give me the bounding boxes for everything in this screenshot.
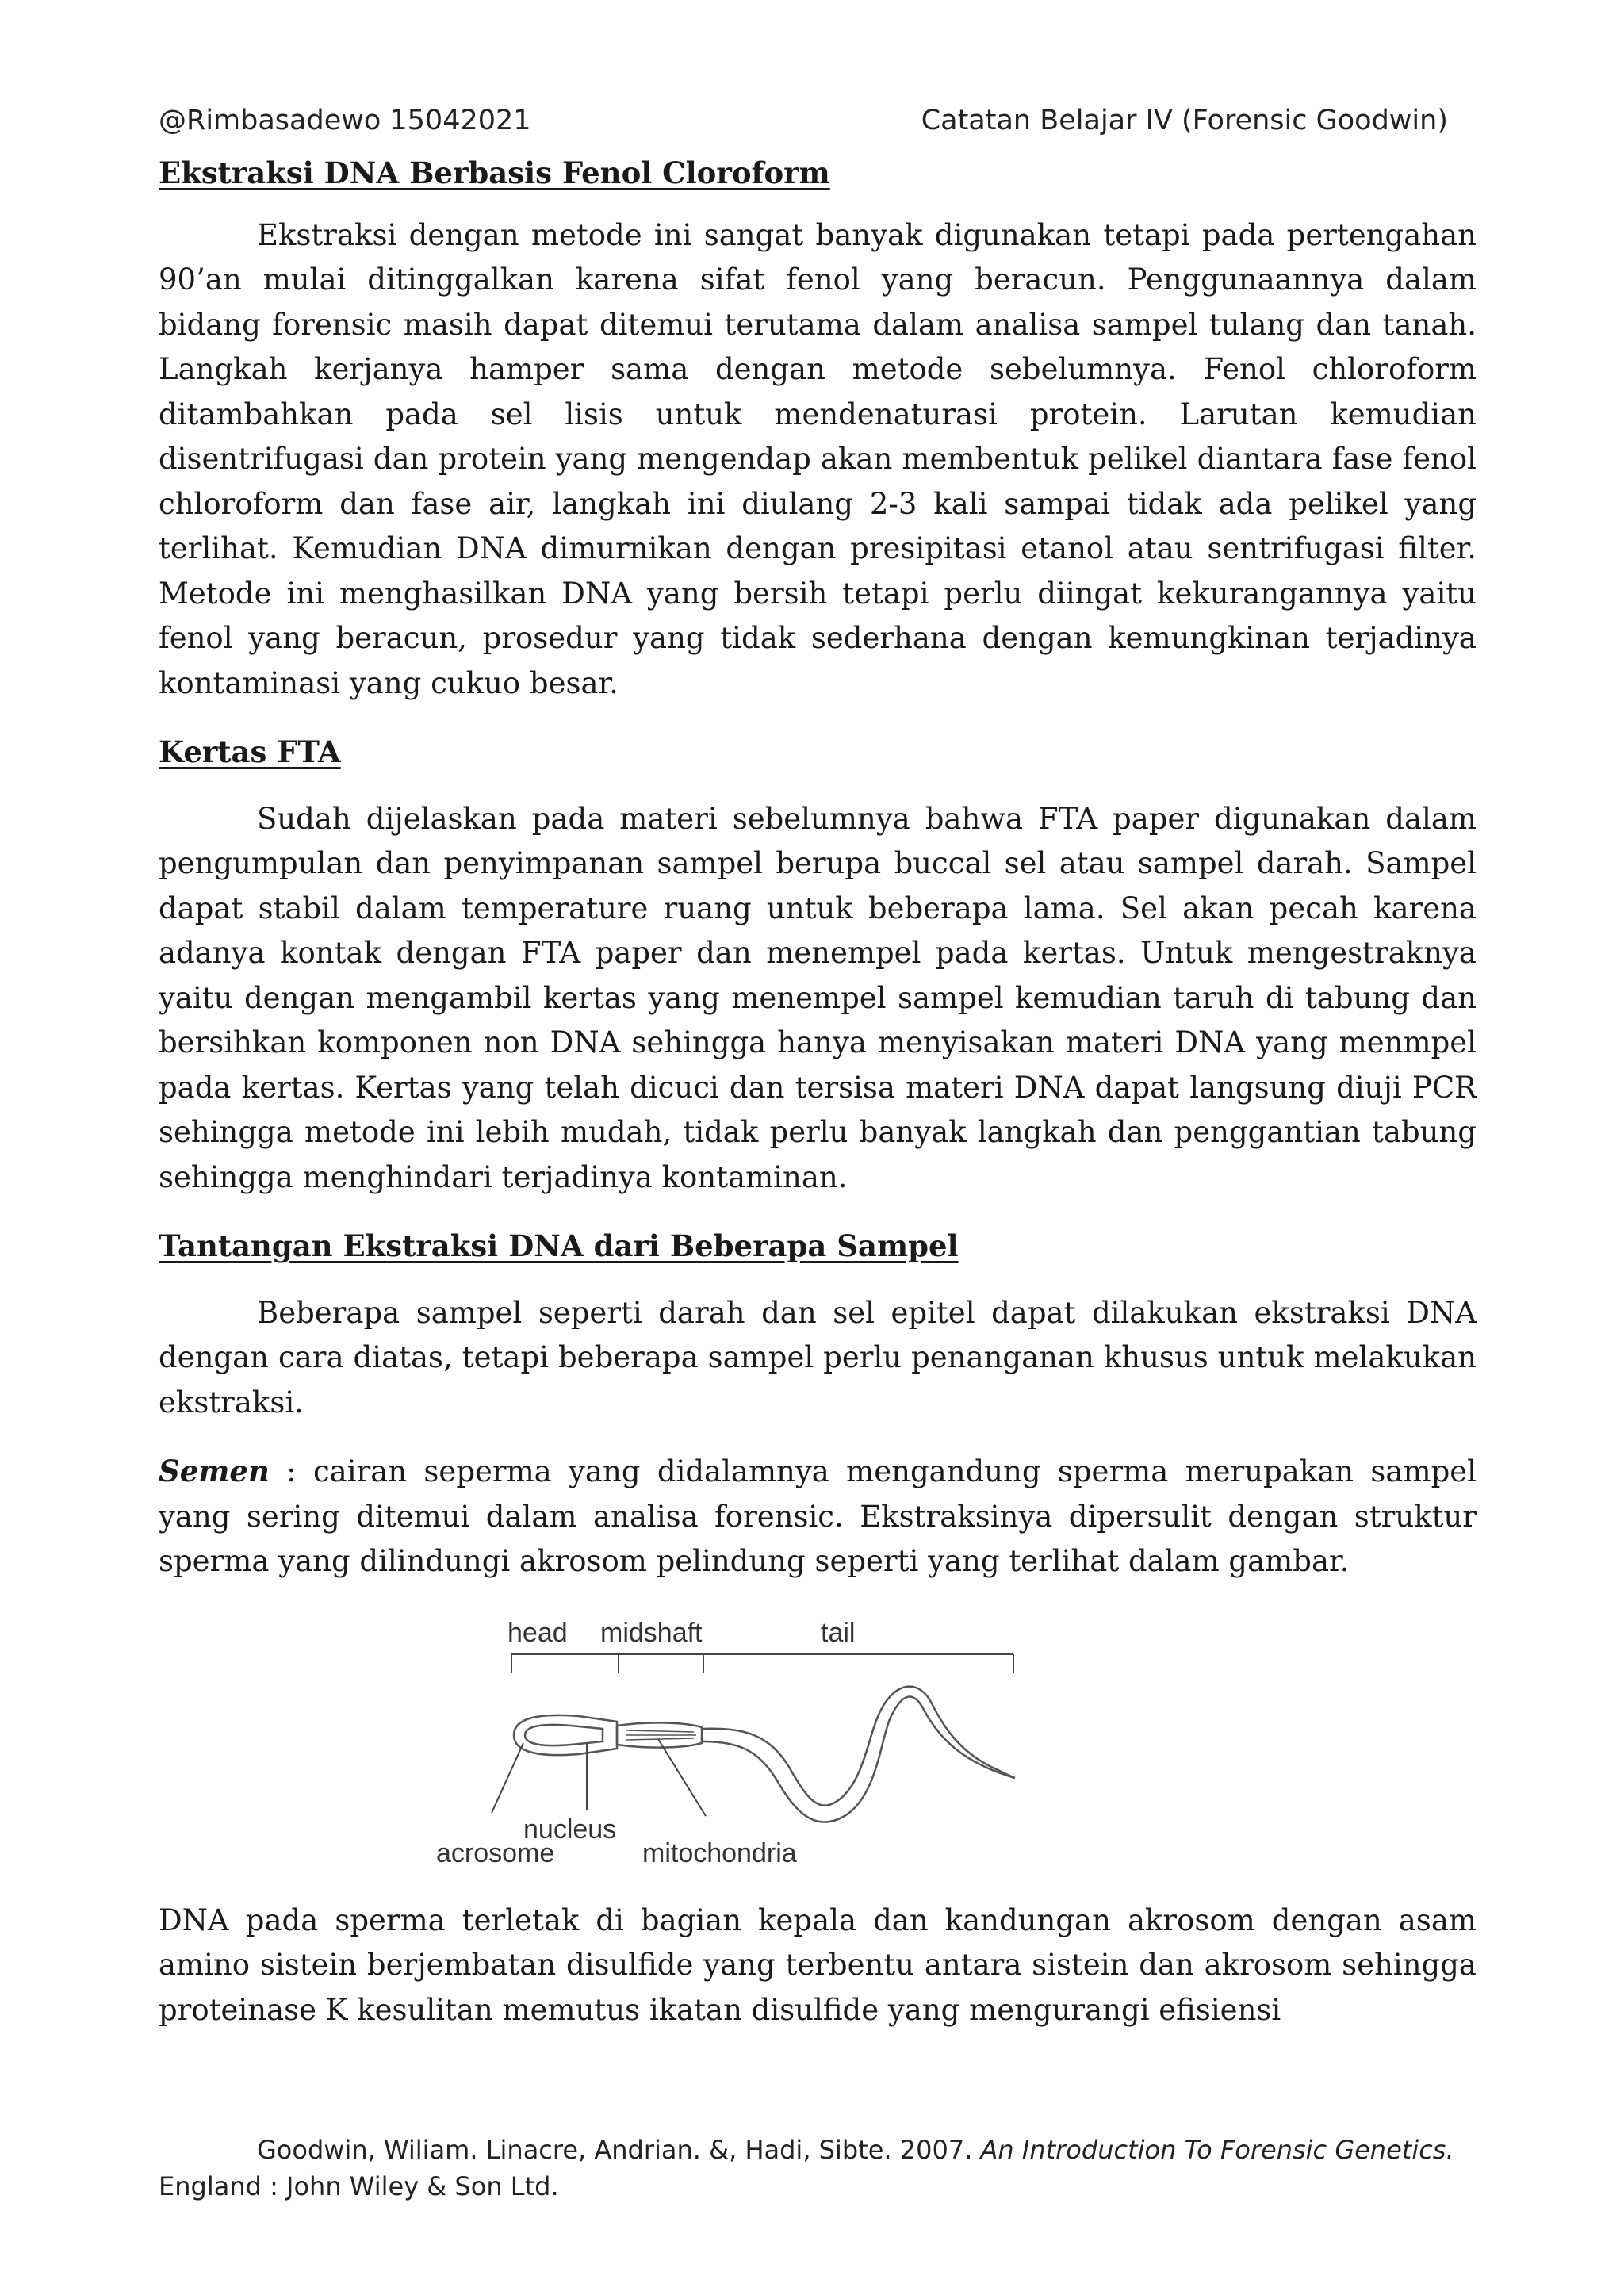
header-notes-title: Catatan Belajar IV (Forensic Goodwin) [921, 105, 1448, 136]
paragraph-phenol-chloroform: Ekstraksi dengan metode ini sangat banyak digunakan tetapi pada pertengahan 90’an mulai ditinggalkan karena sifat fenol yang beracun. Penggunaannya dalam bidang forensic masih dapat ditemui terutama dalam analisa sampel tulang dan tanah. Langkah kerjanya hamper sama dengan metode sebelumnya. Fenol chloroform ditambahkan pada sel lisis untuk mendenaturasi protein. Larutan kemudian disentrifugasi dan protein yang mengendap akan membentuk pelikel diantara fase fenol chloroform dan fase air, langkah ini diulang 2-3 kali sampai tidak ada pelikel yang terlihat. Kemudian DNA dimurnikan dengan presipitasi etanol atau sentrifugasi filter. Metode ini menghasilkan DNA yang bersih tetapi perlu diingat kekurangannya yaitu fenol yang beracun, prosedur yang tidak sederhana dengan kemungkinan terjadinya kontaminasi yang cukuo besar. [159, 217, 1477, 700]
paragraph-fta-paper: Sudah dijelaskan pada materi sebelumnya bahwa FTA paper digunakan dalam pengumpulan dan penyimpanan sampel berupa buccal sel atau sampel darah. Sampel dapat stabil dalam temperature ruang untuk beberapa lama. Sel akan pecah karena adanya kontak dengan FTA paper dan menempel pada kertas. Untuk mengestraknya yaitu dengan mengambil kertas yang menempel sampel kemudian taruh di tabung dan bersihkan komponen non DNA sehingga hanya menyisakan materi DNA yang menmpel pada kertas. Kertas yang telah dicuci dan tersisa materi DNA dapat langsung diuji PCR sehingga metode ini lebih mudah, tidak perlu banyak langkah dan penggantian tabung sehingga menghindari terjadinya kontaminan. [159, 801, 1477, 1194]
term-semen: Semen [159, 1454, 270, 1488]
paragraph-extraction-challenges: Beberapa sampel seperti darah dan sel epitel dapat dilakukan ekstraksi DNA dengan cara diatas, tetapi beberapa sampel perlu penanganan khusus untuk melakukan ekstraksi. [159, 1295, 1477, 1420]
citation-footer [159, 2132, 1477, 2205]
term-separator: : [269, 1454, 313, 1488]
section-heading-fta-paper: Kertas FTA [159, 734, 341, 769]
label-nucleus: nucleus [523, 1814, 617, 1845]
semen-description: cairan seperma yang didalamnya mengandung sperma merupakan sampel yang sering ditemui dalam analisa forensic. Ekstraksinya dipersulit dengan struktur sperma yang dilindungi akrosom pelindung seperti yang terlihat dalam gambar. [159, 1454, 1477, 1578]
tail-upper-edge [702, 1686, 1015, 1805]
label-mitochondria: mitochondria [642, 1837, 797, 1868]
nucleus-shape [525, 1724, 603, 1745]
citation-book-title: An Introduction To Forensic Genetics. [980, 2135, 1454, 2165]
sperm-diagram [159, 1608, 1477, 1870]
sperm-head-shape [514, 1715, 617, 1754]
citation-authors: Goodwin, Wiliam. Linacre, Andrian. &, Hadi, Sibte. 2007. [257, 2135, 981, 2165]
paragraph-sperm-dna: DNA pada sperma terletak di bagian kepala dan kandungan akrosom dengan asam amino sistein berjembatan disulfide yang terbentu antara sistein dan akrosom sehingga proteinase K kesulitan memutus ikatan disulfide yang mengurangi efisiensi [159, 1902, 1477, 2027]
citation-publisher: England : John Wiley & Son Ltd. [159, 2171, 559, 2201]
label-tail: tail [821, 1617, 856, 1648]
segment-bracket [511, 1654, 1013, 1673]
tail-lower-edge [702, 1696, 1015, 1822]
sperm-outline [514, 1686, 1015, 1822]
section-heading-extraction-challenges: Tantangan Ekstraksi DNA dari Beberapa Sampel [159, 1228, 959, 1263]
section-heading-phenol-chloroform: Ekstraksi DNA Berbasis Fenol Cloroform [159, 155, 830, 190]
paragraph-semen [159, 1449, 1477, 1584]
mitochondria-shape [626, 1730, 696, 1740]
label-head: head [508, 1617, 568, 1648]
citation-line-1 [159, 2132, 1477, 2168]
label-acrosome: acrosome [436, 1837, 555, 1868]
header-author-date: @Rimbasadewo 15042021 [159, 105, 531, 136]
label-midshaft: midshaft [600, 1617, 703, 1648]
document-body [159, 151, 1477, 2056]
